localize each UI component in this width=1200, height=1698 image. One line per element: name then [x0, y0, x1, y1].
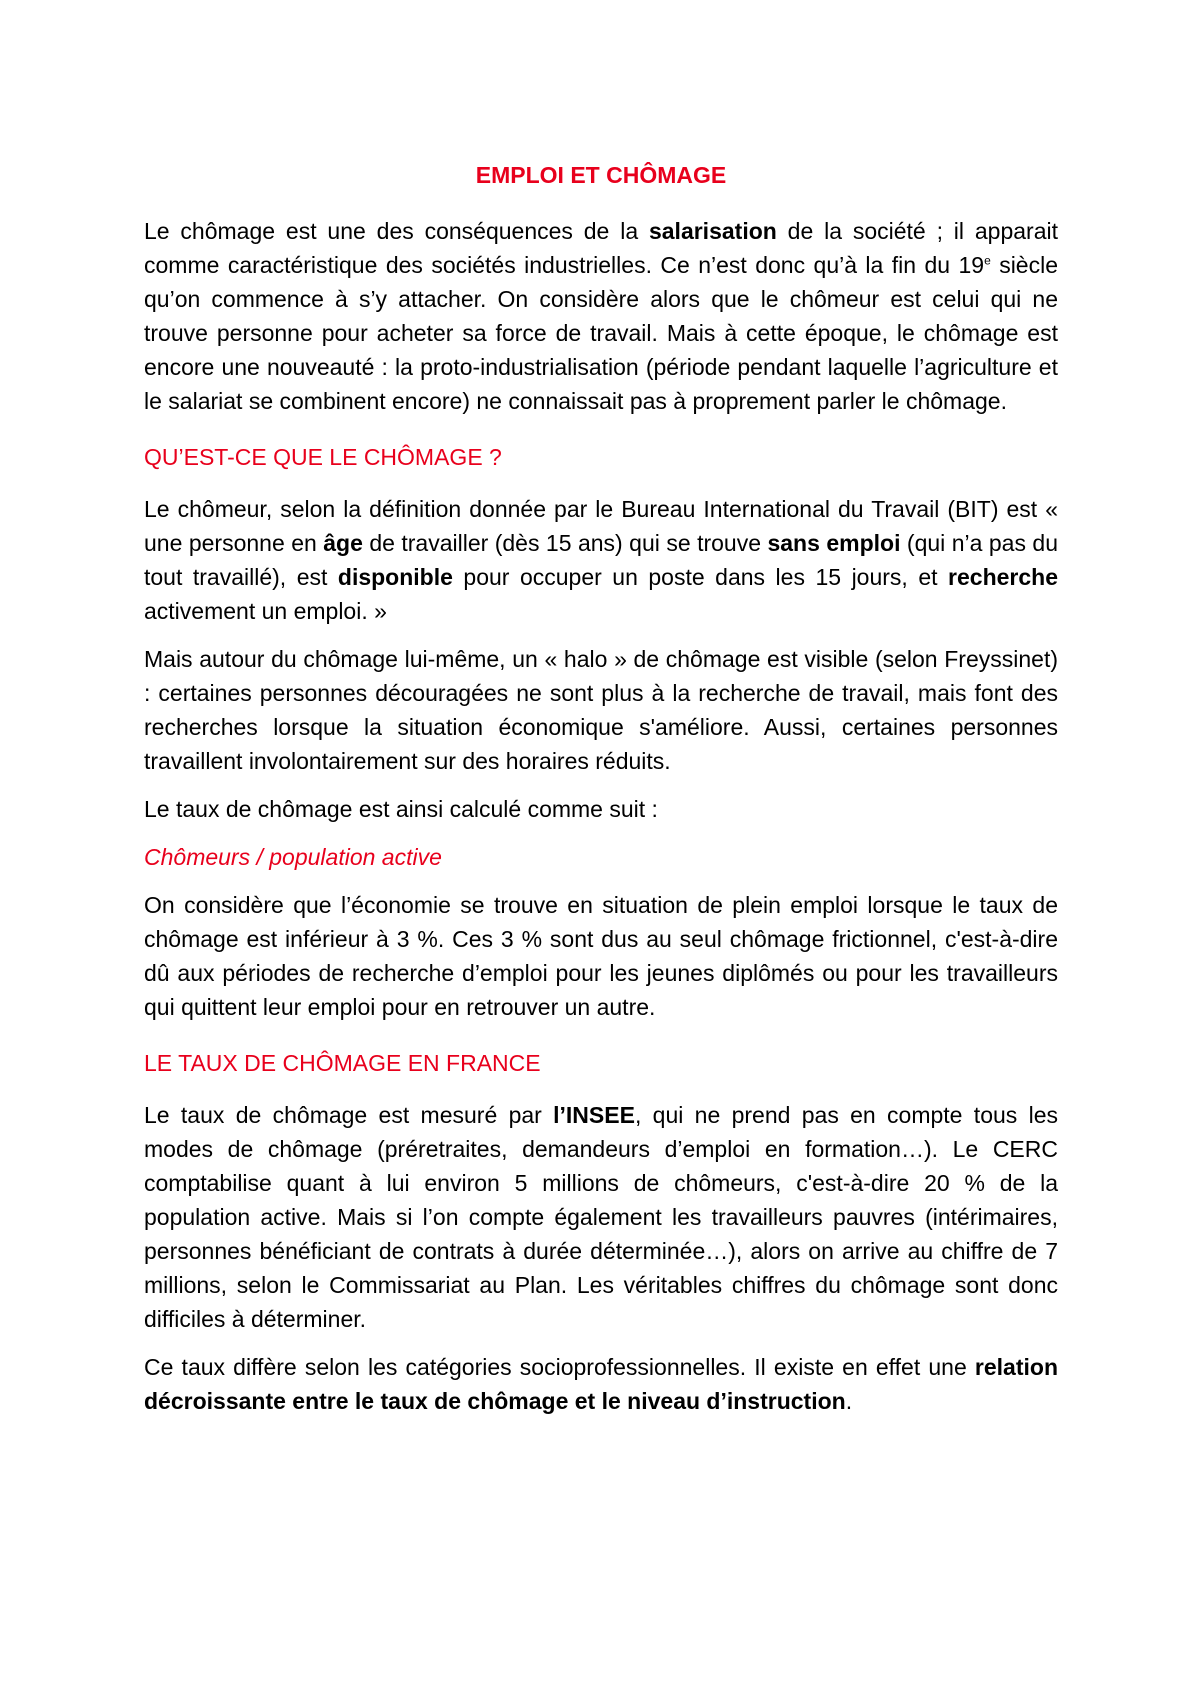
definition-paragraph: [144, 492, 1058, 628]
superscript: e: [984, 253, 991, 268]
categories-paragraph: [144, 1350, 1058, 1418]
text-run: de travailler (dès 15 ans) qui se trouve: [362, 530, 768, 556]
full-employment-paragraph: On considère que l’économie se trouve en situation de plein emploi lorsque le taux de chômage est inférieur à 3 %. Ces 3 % sont dus au seul chômage frictionnel, c'est-à-dire dû aux périodes de recherche d’emploi pour les jeunes diplômés ou pour les travailleurs qui quittent leur emploi pour en retrouver un autre.: [144, 892, 1058, 1020]
intro-paragraph: [144, 214, 1058, 418]
text-run: , qui ne prend pas en compte tous les modes de chômage (préretraites, demandeurs d’emploi en formation…). Le CERC comptabilise quant à lui environ 5 millions de chômeurs, c'est-à-dire 20 % de la population active. Mais si l’on compte également les travailleurs pauvres (intérimaires, personnes bénéficiant de contrats à durée déterminée…), alors on arrive au chiffre de 7 millions, selon le Commissariat au Plan. Les véritables chiffres du chômage sont donc difficiles à déterminer.: [144, 1102, 1058, 1332]
text-run: de la société ; il apparait comme caractéristique des sociétés industrielles. Ce n’est donc qu’à la fin du 19: [144, 218, 1058, 278]
text-run: Le chômeur, selon la définition donnée par le Bureau International du Travail (BIT) est « une personne en: [144, 496, 1058, 556]
text-run: (qui n’a pas du tout travaillé), est: [144, 530, 1059, 590]
text-run: activement un emploi. »: [144, 598, 387, 624]
bold-term-sans-emploi: sans emploi: [767, 530, 901, 556]
document-title: EMPLOI ET CHÔMAGE: [475, 162, 727, 188]
text-run: pour occuper un poste dans les 15 jours, et: [452, 564, 949, 590]
section-heading-definition: QU’EST-CE QUE LE CHÔMAGE ?: [144, 444, 502, 470]
bold-term-age: âge: [323, 530, 363, 556]
bold-term-insee: l’INSEE: [553, 1102, 635, 1128]
document-page: [144, 158, 1058, 1432]
insee-paragraph: [144, 1098, 1058, 1336]
halo-paragraph: Mais autour du chômage lui-même, un « halo » de chômage est visible (selon Freyssinet) : certaines personnes découragées ne sont plus à la recherche de travail, mais font des recherches lorsque la situation économique s'améliore. Aussi, certaines personnes travaillent involontairement sur des horaires réduits.: [144, 646, 1058, 774]
bold-term-relation: relation décroissante entre le taux de chômage et le niveau d’instruction: [144, 1354, 1058, 1414]
bold-term-salarisation: salarisation: [648, 218, 777, 244]
formula-intro-paragraph: Le taux de chômage est ainsi calculé comme suit :: [144, 796, 658, 822]
text-run: siècle qu’on commence à s’y attacher. On considère alors que le chômeur est celui qui ne trouve personne pour acheter sa force de travail. Mais à cette époque, le chômage est encore une nouveauté : la proto-industrialisation (période pendant laquelle l’agriculture et le salariat se combinent encore) ne connaissait pas à proprement parler le chômage.: [144, 252, 1058, 414]
bold-term-recherche: recherche: [948, 564, 1058, 590]
text-run: .: [845, 1388, 853, 1414]
text-run: Ce taux diffère selon les catégories socioprofessionnelles. Il existe en effet une: [144, 1354, 975, 1380]
unemployment-formula: Chômeurs / population active: [144, 844, 442, 870]
text-run: Le taux de chômage est mesuré par: [144, 1102, 554, 1128]
section-heading-france: LE TAUX DE CHÔMAGE EN FRANCE: [144, 1050, 541, 1076]
bold-term-disponible: disponible: [337, 564, 453, 590]
text-run: Le chômage est une des conséquences de la: [144, 218, 649, 244]
